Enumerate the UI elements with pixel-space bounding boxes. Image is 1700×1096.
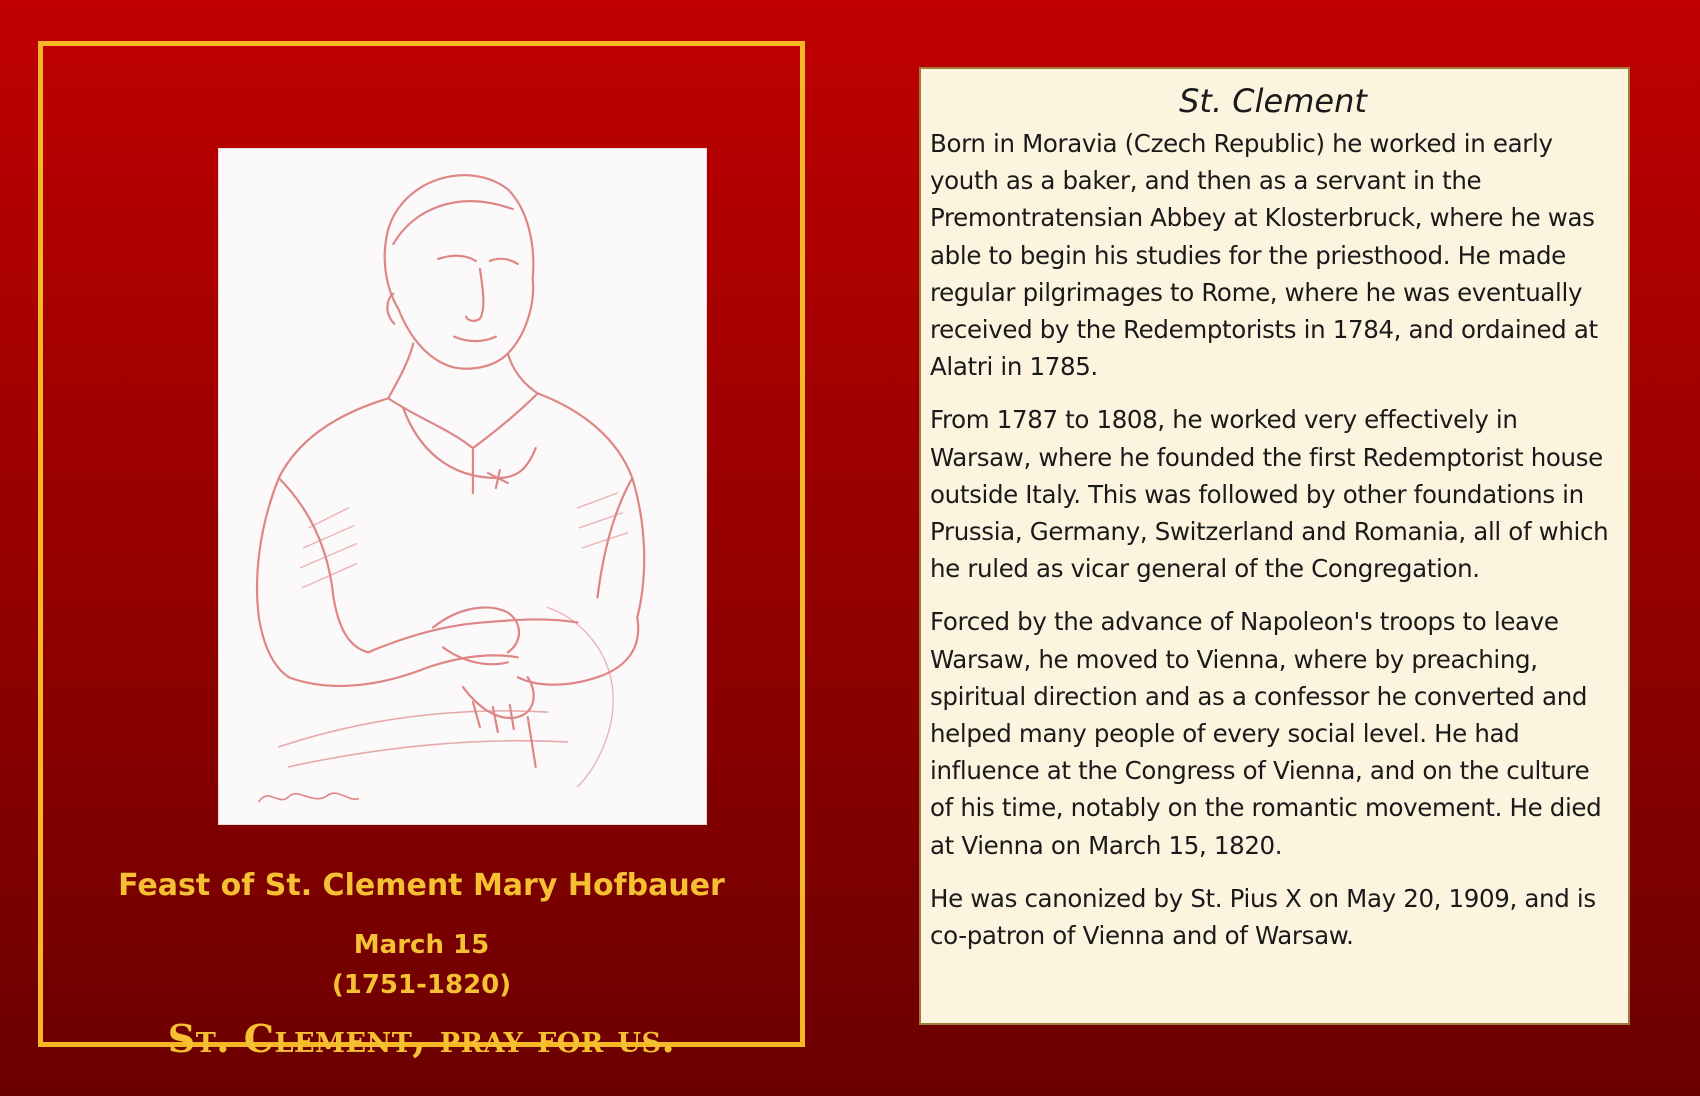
portrait-drawing bbox=[219, 149, 706, 824]
feast-date: March 15 bbox=[353, 930, 490, 960]
biography-paragraph: He was canonized by St. Pius X on May 20, 1909, and is co-patron of Vienna and of Warsaw. bbox=[930, 883, 1596, 951]
biography-title: St. Clement bbox=[1179, 82, 1367, 120]
biography-paragraph: From 1787 to 1808, he worked very effectively in Warsaw, where he founded the first Redemptorist house outside Italy. This was followed by other foundations in Prussia, Germany, Switzerland and Romania, all of which he ruled as vicar general of the Congregation. bbox=[930, 405, 1609, 584]
feast-card-frame bbox=[38, 41, 805, 1061]
biography-paragraph: Forced by the advance of Napoleon's troops to leave Warsaw, he moved to Vienna, where by preaching, spiritual direction and as a confessor he converted and helped many people of every social level. He had influence at the Congress of Vienna, and on the culture of his time, notably on the romantic movement. He died at Vienna on March 15, 1820. bbox=[930, 607, 1602, 860]
feast-title: Feast of St. Clement Mary Hofbauer bbox=[118, 868, 725, 903]
biography-paragraph: Born in Moravia (Czech Republic) he worked in early youth as a baker, and then as a servant in the Premontratensian Abbey at Klosterbruck, where he was able to begin his studies for the priesthood. He made regular pilgrimages to Rome, where he was eventually received by the Redemptorists in 1784, and ordained at Alatri in 1785. bbox=[930, 129, 1598, 382]
biography-panel bbox=[919, 67, 1630, 1025]
feast-years: (1751-1820) bbox=[331, 970, 512, 1000]
saint-portrait-sketch-icon bbox=[218, 148, 707, 825]
prayer-line: St. Clement, pray for us. bbox=[167, 1016, 676, 1061]
